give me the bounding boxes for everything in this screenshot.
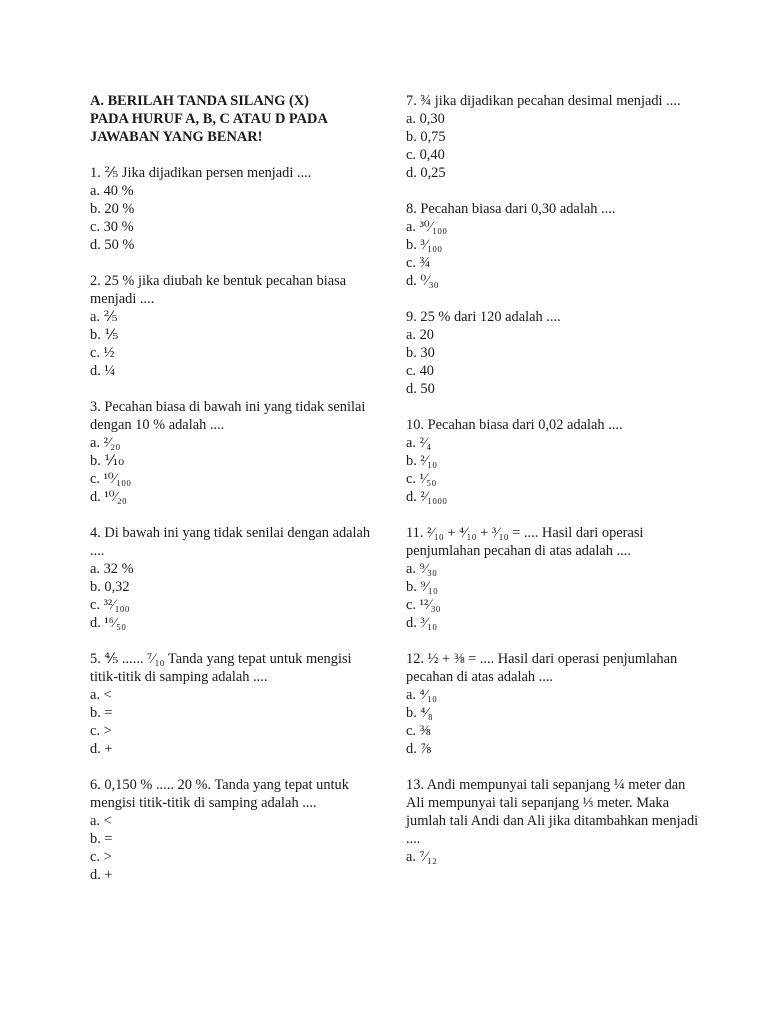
answer-option: c. ¹⁄₅₀ <box>406 471 437 487</box>
answer-option: c. > <box>90 849 112 865</box>
question-text: 2. 25 % jika diubah ke bentuk pecahan biasa menjadi .... <box>90 273 347 307</box>
question-item <box>406 308 706 398</box>
answer-option: c. ⅜ <box>406 723 431 739</box>
answer-option: a. < <box>90 687 112 703</box>
answer-option: a. ⁴⁄₁₀ <box>406 687 438 703</box>
question-item <box>90 524 382 632</box>
answer-option: b. ⁴⁄₈ <box>406 705 433 721</box>
answer-option: b. 20 % <box>90 201 135 217</box>
question-text: 3. Pecahan biasa di bawah ini yang tidak senilai dengan 10 % adalah .... <box>90 399 366 433</box>
question-text: 10. Pecahan biasa dari 0,02 adalah .... <box>406 417 623 433</box>
question-item <box>406 524 706 632</box>
answer-option: b. 0,32 <box>90 579 130 595</box>
question-item <box>406 776 706 866</box>
question-text: 1. ⅖ Jika dijadikan persen menjadi .... <box>90 165 312 181</box>
answer-option: c. ¾ <box>406 255 431 271</box>
answer-option: c. ½ <box>90 345 115 361</box>
question-item <box>406 416 706 506</box>
answer-option: b. ⁹⁄₁₀ <box>406 579 438 595</box>
question-item <box>406 200 706 290</box>
question-item <box>90 650 382 758</box>
answer-option: a. ²⁄₄ <box>406 435 432 451</box>
answer-option: c. ¹²⁄₃₀ <box>406 597 441 613</box>
answer-option: a. 40 % <box>90 183 134 199</box>
answer-option: d. ²⁄₁₀₀₀ <box>406 489 448 505</box>
answer-option: c. 0,40 <box>406 147 445 163</box>
answer-option: d. ¹⁶⁄₅₀ <box>90 615 127 631</box>
answer-option: b. ²⁄₁₀ <box>406 453 438 469</box>
answer-option: b. ⅒ <box>90 453 125 469</box>
answer-option: a. ⅖ <box>90 309 118 325</box>
left-column <box>90 92 382 902</box>
answer-option: a. ³⁰⁄₁₀₀ <box>406 219 448 235</box>
question-item <box>90 776 382 884</box>
question-item <box>90 398 382 506</box>
instruction-heading: A. BERILAH TANDA SILANG (X) PADA HURUF A, B, C ATAU D PADA JAWABAN YANG BENAR! <box>90 93 328 145</box>
answer-option: b. ³⁄₁₀₀ <box>406 237 443 253</box>
answer-option: d. ¹⁰⁄₂₀ <box>90 489 127 505</box>
answer-option: c. ³²⁄₁₀₀ <box>90 597 130 613</box>
question-text: 13. Andi mempunyai tali sepanjang ¼ meter dan Ali mempunyai tali sepanjang ⅓ meter. Maka jumlah tali Andi dan Ali jika ditambahkan menjadi .... <box>406 777 699 847</box>
answer-option: a. 32 % <box>90 561 134 577</box>
answer-option: d. ¼ <box>90 363 116 379</box>
question-text: 7. ¾ jika dijadikan pecahan desimal menjadi .... <box>406 93 681 109</box>
left-question-list <box>90 164 382 884</box>
right-question-list <box>406 92 706 866</box>
answer-option: b. 0,75 <box>406 129 446 145</box>
answer-option: d. ⁰⁄₃₀ <box>406 273 439 289</box>
answer-option: c. 40 <box>406 363 434 379</box>
question-item <box>90 164 382 254</box>
answer-option: b. 30 <box>406 345 435 361</box>
answer-option: a. ⁹⁄₃₀ <box>406 561 438 577</box>
right-column <box>406 92 706 884</box>
answer-option: c. > <box>90 723 112 739</box>
question-text: 9. 25 % dari 120 adalah .... <box>406 309 561 325</box>
answer-option: c. ¹⁰⁄₁₀₀ <box>90 471 132 487</box>
answer-option: c. 30 % <box>90 219 134 235</box>
answer-option: d. ⅞ <box>406 741 432 757</box>
question-text: 5. ⅘ ...... ⁷⁄₁₀ Tanda yang tepat untuk mengisi titik-titik di samping adalah .... <box>90 651 352 685</box>
question-item <box>90 272 382 380</box>
answer-option: b. = <box>90 831 113 847</box>
question-text: 4. Di bawah ini yang tidak senilai dengan adalah .... <box>90 525 371 559</box>
answer-option: a. 0,30 <box>406 111 445 127</box>
answer-option: d. 50 % <box>90 237 135 253</box>
answer-option: d. 0,25 <box>406 165 446 181</box>
answer-option: a. < <box>90 813 112 829</box>
answer-option: d. ³⁄₁₀ <box>406 615 438 631</box>
question-text: 11. ²⁄₁₀ + ⁴⁄₁₀ + ³⁄₁₀ = .... Hasil dari operasi penjumlahan pecahan di atas adalah .... <box>406 525 644 559</box>
question-text: 8. Pecahan biasa dari 0,30 adalah .... <box>406 201 616 217</box>
answer-option: d. 50 <box>406 381 435 397</box>
answer-option: d. + <box>90 867 113 883</box>
question-text: 6. 0,150 % ..... 20 %. Tanda yang tepat untuk mengisi titik-titik di samping adalah .... <box>90 777 349 811</box>
question-item <box>406 650 706 758</box>
answer-option: b. = <box>90 705 113 721</box>
answer-option: a. 20 <box>406 327 434 343</box>
answer-option: d. + <box>90 741 113 757</box>
answer-option: a. ²⁄₂₀ <box>90 435 121 451</box>
answer-option: b. ⅕ <box>90 327 119 343</box>
question-item <box>406 92 706 182</box>
question-text: 12. ½ + ⅜ = .... Hasil dari operasi penjumlahan pecahan di atas adalah .... <box>406 651 678 685</box>
answer-option: a. ⁷⁄₁₂ <box>406 849 438 865</box>
